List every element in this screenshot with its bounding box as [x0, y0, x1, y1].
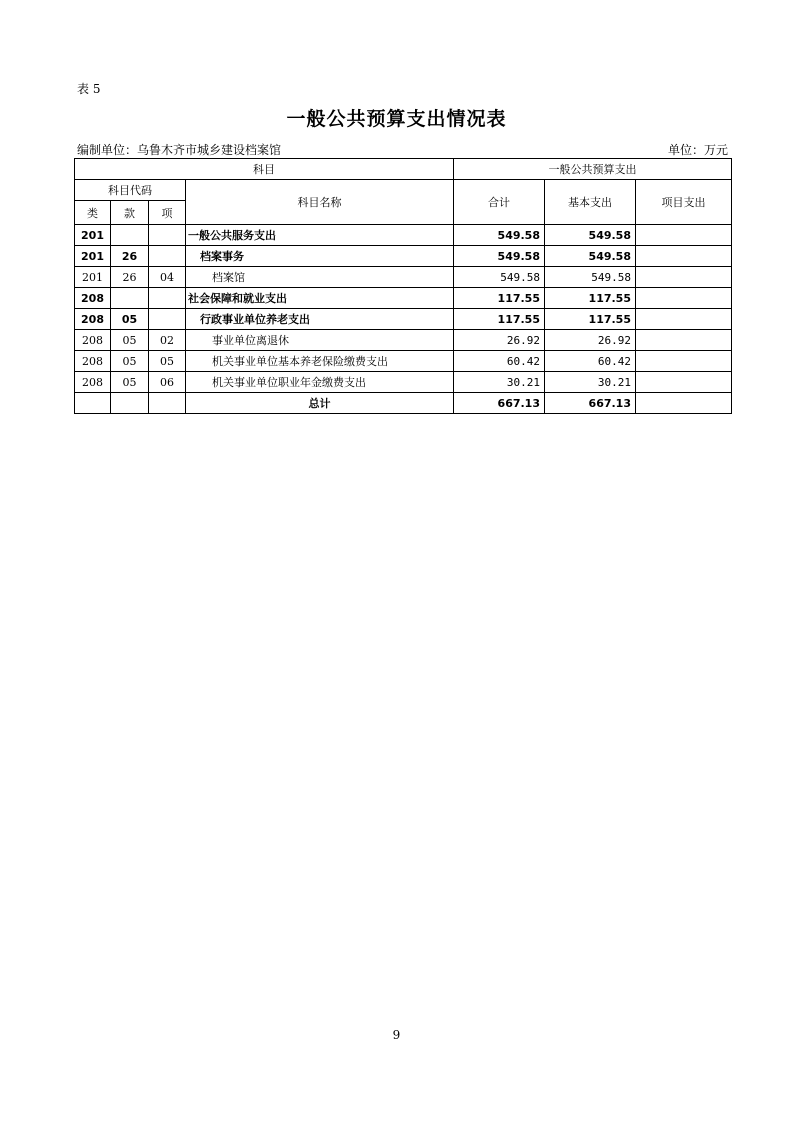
table-number: 表 5 [77, 82, 101, 96]
org-label: 编制单位：乌鲁木齐市城乡建设档案馆 [77, 143, 282, 157]
page-number: 9 [392, 1028, 401, 1042]
cell-lei: 208 [75, 372, 111, 393]
cell-total: 117.55 [454, 288, 545, 309]
cell-name: 档案事务 [186, 246, 454, 267]
cell-xiang [149, 246, 186, 267]
table-row [75, 351, 732, 372]
cell-name: 事业单位离退休 [186, 330, 454, 351]
header-kuan: 款 [111, 201, 149, 225]
header-total: 合计 [454, 180, 545, 225]
cell-total: 30.21 [454, 372, 545, 393]
cell-basic: 549.58 [545, 267, 636, 288]
cell-basic: 26.92 [545, 330, 636, 351]
cell-total: 26.92 [454, 330, 545, 351]
cell-project [636, 288, 732, 309]
cell-name: 社会保障和就业支出 [186, 288, 454, 309]
cell-basic: 549.58 [545, 225, 636, 246]
cell-lei: 208 [75, 309, 111, 330]
cell-kuan: 05 [111, 351, 149, 372]
cell-kuan: 05 [111, 330, 149, 351]
table-row [75, 372, 732, 393]
cell-project [636, 351, 732, 372]
cell-basic: 60.42 [545, 351, 636, 372]
budget-table [74, 158, 732, 414]
cell-xiang: 05 [149, 351, 186, 372]
cell-lei: 208 [75, 288, 111, 309]
cell-kuan [111, 225, 149, 246]
cell-total: 549.58 [454, 267, 545, 288]
header-subject: 科目 [75, 159, 454, 180]
cell-project [636, 225, 732, 246]
header-basic: 基本支出 [545, 180, 636, 225]
cell-project [636, 309, 732, 330]
cell-xiang [149, 225, 186, 246]
cell-total: 60.42 [454, 351, 545, 372]
cell-lei: 208 [75, 351, 111, 372]
table-row [75, 267, 732, 288]
table-row [75, 225, 732, 246]
cell-project [636, 372, 732, 393]
unit-label: 单位：万元 [667, 143, 728, 157]
page-title: 一般公共预算支出情况表 [286, 108, 507, 130]
cell-kuan: 26 [111, 267, 149, 288]
total-label: 总计 [186, 393, 454, 414]
cell-name: 一般公共服务支出 [186, 225, 454, 246]
header-xiang: 项 [149, 201, 186, 225]
cell-total: 117.55 [454, 309, 545, 330]
cell-xiang: 04 [149, 267, 186, 288]
total-cell-empty [149, 393, 186, 414]
cell-total: 549.58 [454, 225, 545, 246]
cell-basic: 117.55 [545, 309, 636, 330]
header-name: 科目名称 [186, 180, 454, 225]
table-row [75, 309, 732, 330]
total-cell-empty [75, 393, 111, 414]
total-project [636, 393, 732, 414]
header-lei: 类 [75, 201, 111, 225]
cell-total: 549.58 [454, 246, 545, 267]
table-body [75, 225, 732, 393]
cell-lei: 201 [75, 267, 111, 288]
table-row [75, 330, 732, 351]
total-basic: 667.13 [545, 393, 636, 414]
cell-kuan: 05 [111, 309, 149, 330]
total-cell-empty [111, 393, 149, 414]
table-row [75, 246, 732, 267]
cell-lei: 201 [75, 246, 111, 267]
cell-kuan [111, 288, 149, 309]
cell-kuan: 05 [111, 372, 149, 393]
cell-project [636, 330, 732, 351]
cell-basic: 30.21 [545, 372, 636, 393]
cell-kuan: 26 [111, 246, 149, 267]
cell-xiang: 06 [149, 372, 186, 393]
cell-xiang [149, 309, 186, 330]
cell-xiang [149, 288, 186, 309]
header-code: 科目代码 [75, 180, 186, 201]
cell-project [636, 246, 732, 267]
cell-name: 档案馆 [186, 267, 454, 288]
table-row [75, 288, 732, 309]
cell-xiang: 02 [149, 330, 186, 351]
total-amount: 667.13 [454, 393, 545, 414]
cell-basic: 117.55 [545, 288, 636, 309]
header-budget: 一般公共预算支出 [454, 159, 732, 180]
header-project: 项目支出 [636, 180, 732, 225]
cell-name: 行政事业单位养老支出 [186, 309, 454, 330]
cell-lei: 201 [75, 225, 111, 246]
total-row [75, 393, 732, 414]
cell-project [636, 267, 732, 288]
cell-lei: 208 [75, 330, 111, 351]
cell-name: 机关事业单位职业年金缴费支出 [186, 372, 454, 393]
cell-name: 机关事业单位基本养老保险缴费支出 [186, 351, 454, 372]
cell-basic: 549.58 [545, 246, 636, 267]
